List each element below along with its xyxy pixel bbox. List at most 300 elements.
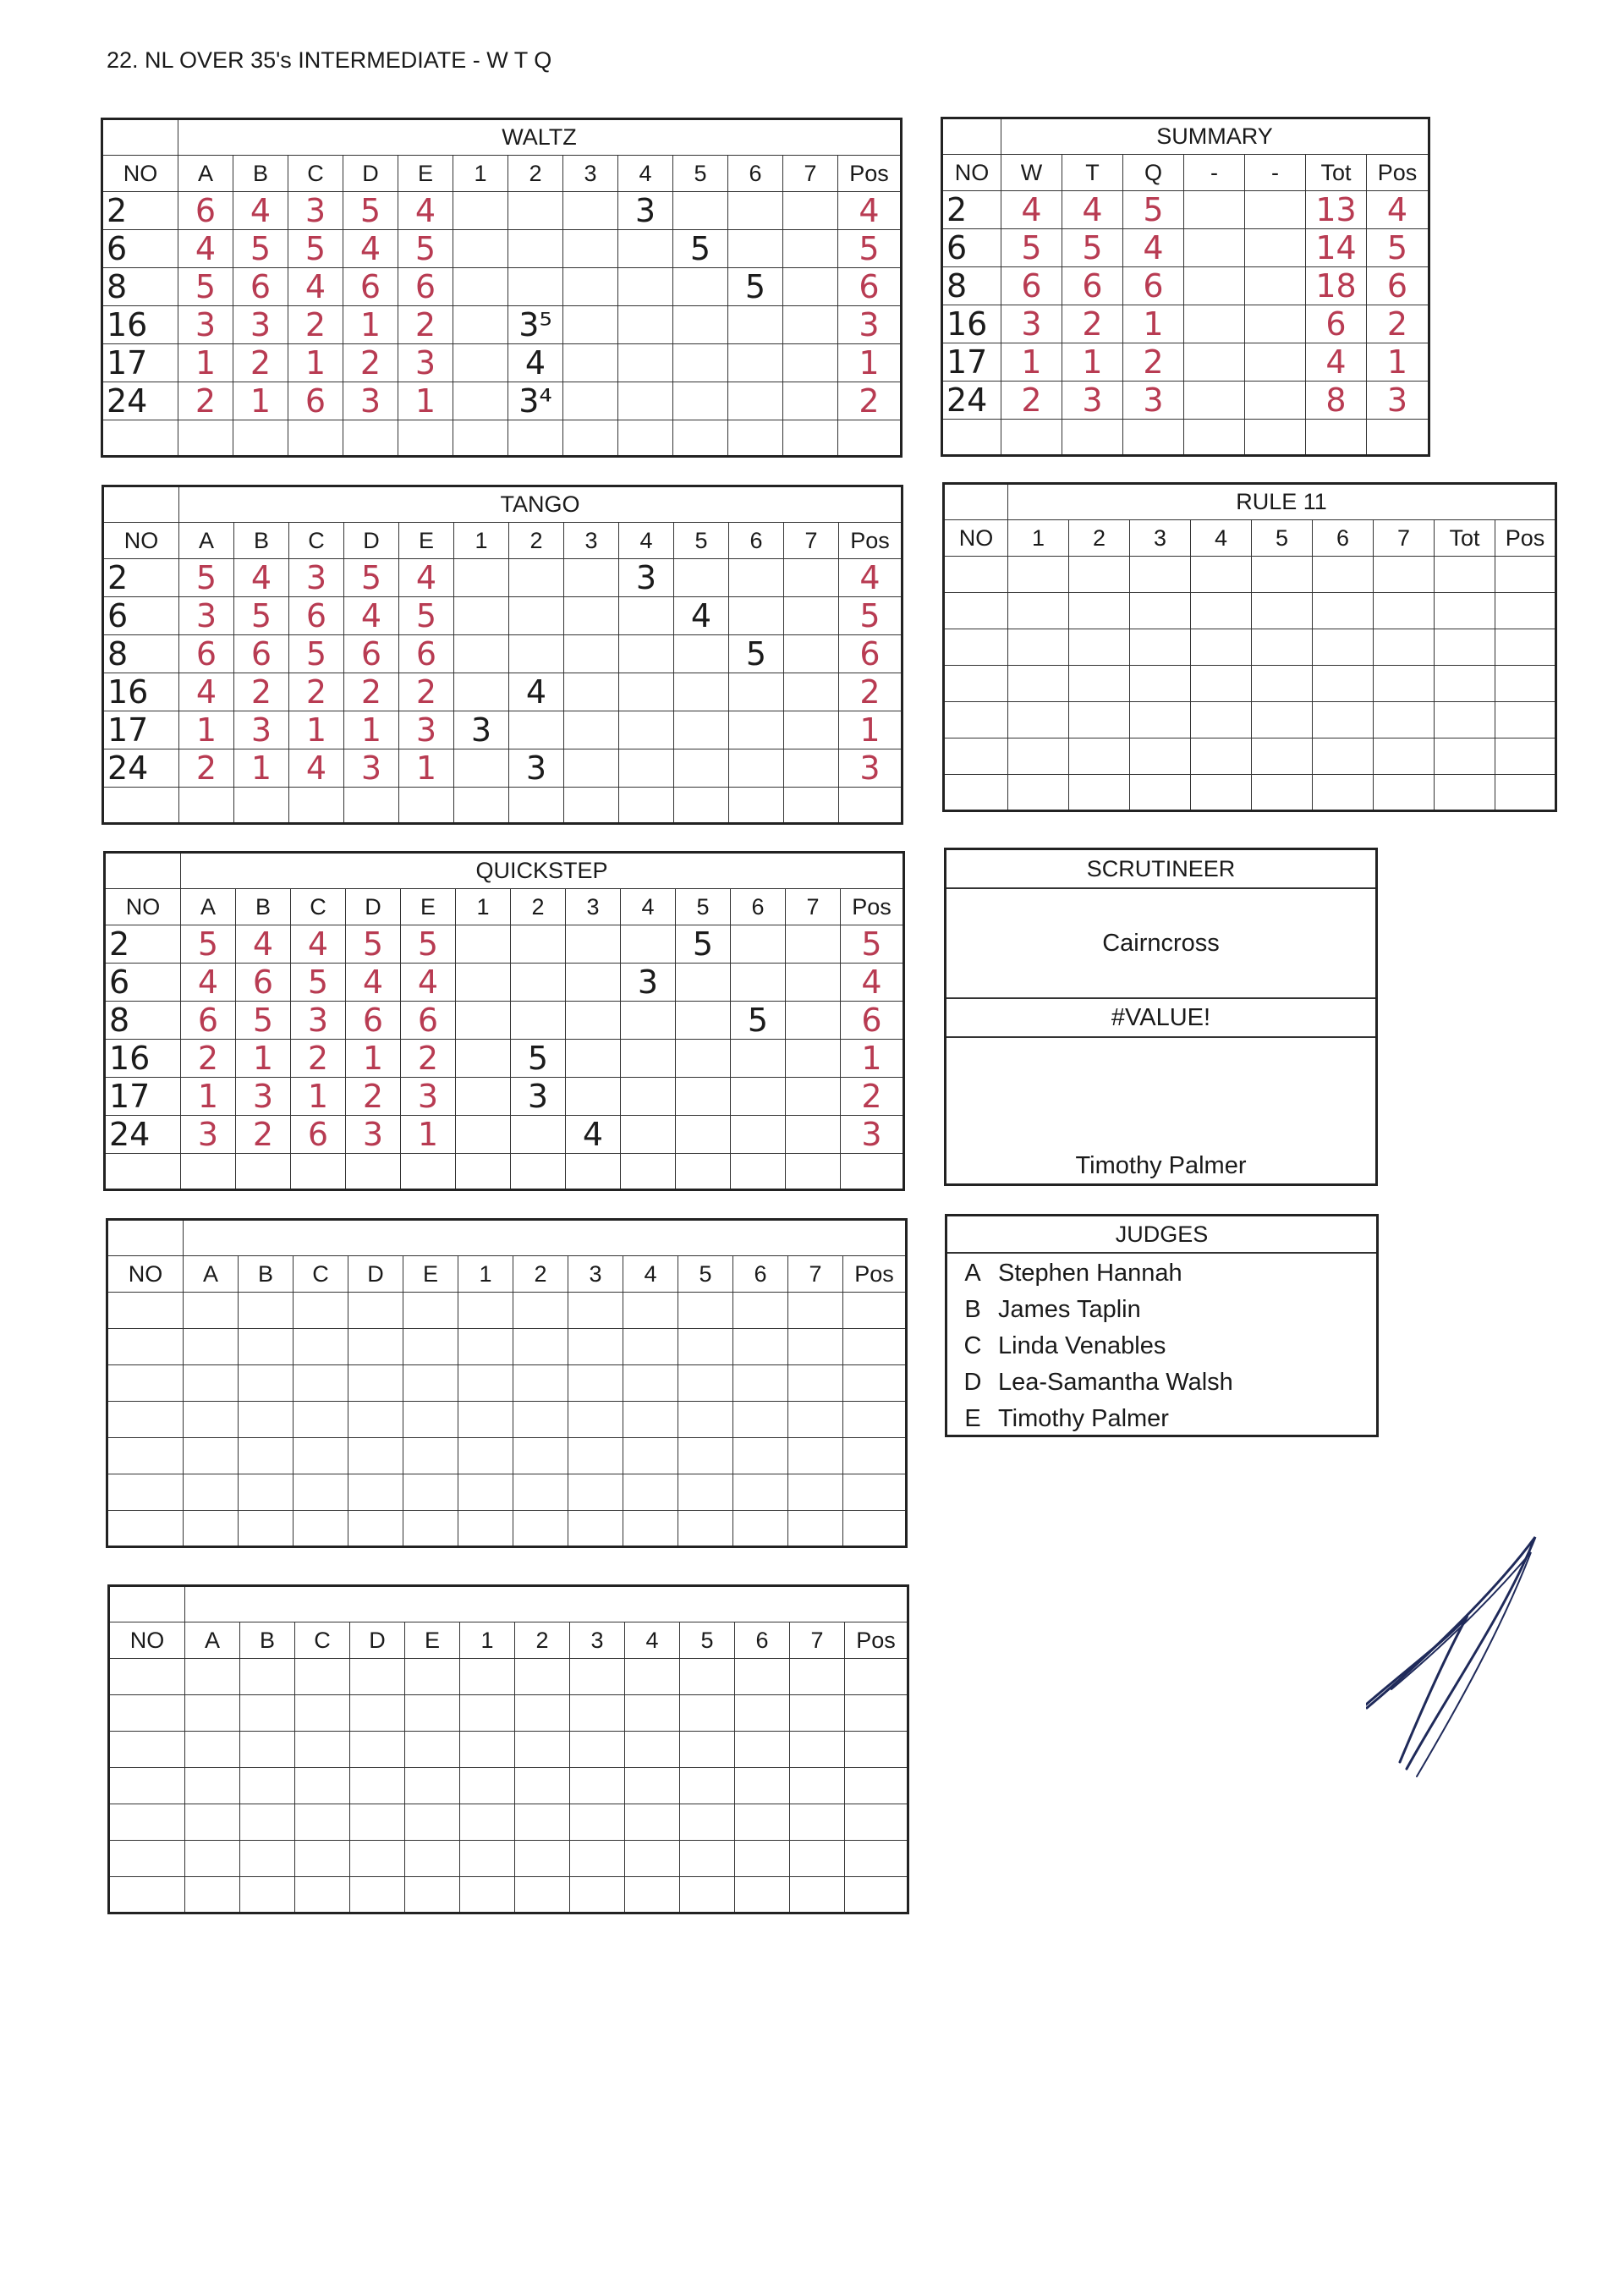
mark-cell <box>513 1402 568 1438</box>
mark-cell: 2 <box>236 1116 291 1154</box>
column-header: 4 <box>619 523 674 559</box>
mark-cell <box>728 306 783 344</box>
column-header: E <box>405 1622 460 1659</box>
mark-cell <box>568 1511 623 1547</box>
column-header: 6 <box>1313 520 1374 557</box>
mark-cell <box>674 673 729 711</box>
mark-cell: 2 <box>841 1078 904 1116</box>
mark-cell <box>458 1329 513 1365</box>
mark-cell <box>564 673 619 711</box>
judge-letter: E <box>964 1405 981 1432</box>
mark-cell <box>1252 593 1313 629</box>
mark-cell <box>566 1040 621 1078</box>
mark-cell <box>674 635 729 673</box>
mark-cell: 4 <box>179 673 234 711</box>
mark-cell <box>239 1365 294 1402</box>
column-header: W <box>1001 155 1062 191</box>
mark-cell: 1 <box>399 749 454 788</box>
mark-cell <box>1495 557 1556 593</box>
mark-cell: 5 <box>179 559 234 597</box>
couple-number-cell <box>102 420 178 457</box>
mark-cell: 6 <box>841 1002 904 1040</box>
mark-cell <box>623 1402 678 1438</box>
scrutineer-heading: SCRUTINEER <box>946 850 1375 889</box>
mark-cell <box>295 1768 350 1804</box>
couple-number-cell <box>109 1804 185 1841</box>
mark-cell <box>618 306 673 344</box>
mark-cell: 4 <box>401 964 456 1002</box>
mark-cell <box>456 964 511 1002</box>
mark-cell: 3 <box>346 1116 401 1154</box>
mark-cell <box>240 1695 295 1732</box>
mark-cell <box>623 1293 678 1329</box>
rule11-table <box>942 482 1557 812</box>
judge-row <box>947 1364 1376 1401</box>
mark-cell <box>563 344 618 382</box>
column-header: Pos <box>845 1622 908 1659</box>
mark-cell <box>240 1659 295 1695</box>
table-row <box>109 1768 908 1804</box>
mark-cell <box>460 1695 515 1732</box>
mark-cell <box>735 1804 790 1841</box>
mark-cell <box>1245 267 1306 305</box>
mark-cell: 1 <box>178 344 233 382</box>
mark-cell: 2 <box>344 673 399 711</box>
couple-number-cell <box>105 1154 181 1190</box>
mark-cell: 1 <box>234 749 289 788</box>
couple-number-cell <box>944 702 1008 738</box>
table-row <box>103 711 903 749</box>
mark-cell <box>453 420 508 457</box>
mark-cell <box>405 1695 460 1732</box>
mark-cell: 2 <box>233 344 288 382</box>
column-header: 5 <box>1252 520 1313 557</box>
mark-cell <box>456 1116 511 1154</box>
judges-panel <box>945 1214 1379 1437</box>
mark-cell <box>680 1841 735 1877</box>
couple-number-cell: 6 <box>102 230 178 268</box>
mark-cell <box>1374 775 1435 811</box>
mark-cell <box>1252 775 1313 811</box>
mark-cell <box>1191 593 1252 629</box>
column-header: 4 <box>625 1622 680 1659</box>
mark-cell: 2 <box>178 382 233 420</box>
mark-cell <box>784 559 839 597</box>
couple-number-cell: 6 <box>103 597 179 635</box>
mark-cell: 5 <box>233 230 288 268</box>
column-header: 1 <box>454 523 509 559</box>
judge-letter: D <box>963 1369 982 1396</box>
column-header: 3 <box>570 1622 625 1659</box>
mark-cell <box>570 1659 625 1695</box>
couple-number-cell <box>942 420 1001 456</box>
column-header: 4 <box>618 156 673 192</box>
mark-cell <box>623 1474 678 1511</box>
column-header: Pos <box>838 156 902 192</box>
mark-cell <box>625 1695 680 1732</box>
mark-cell <box>673 344 728 382</box>
scrutineer-name: Cairncross <box>946 889 1375 999</box>
couple-number-cell <box>107 1402 184 1438</box>
mark-cell <box>619 597 674 635</box>
column-header: NO <box>109 1622 185 1659</box>
mark-cell: 2 <box>288 306 343 344</box>
mark-cell: 6 <box>401 1002 456 1040</box>
mark-cell <box>570 1732 625 1768</box>
corner-cell <box>107 1220 184 1256</box>
mark-cell: 5 <box>343 192 398 230</box>
mark-cell: 3 <box>288 192 343 230</box>
mark-cell <box>350 1695 405 1732</box>
mark-cell <box>1495 593 1556 629</box>
mark-cell <box>845 1877 908 1913</box>
mark-cell <box>458 1511 513 1547</box>
mark-cell <box>454 788 509 824</box>
mark-cell <box>783 192 838 230</box>
mark-cell: 6 <box>343 268 398 306</box>
mark-cell <box>843 1474 907 1511</box>
mark-cell <box>673 420 728 457</box>
mark-cell: 3 <box>509 749 564 788</box>
mark-cell <box>1069 738 1130 775</box>
mark-cell <box>240 1732 295 1768</box>
judge-letter: C <box>963 1332 982 1359</box>
mark-cell: 6 <box>178 192 233 230</box>
mark-cell <box>733 1474 788 1511</box>
mark-cell: 3 <box>234 711 289 749</box>
table-row <box>944 702 1556 738</box>
table-row <box>103 673 903 711</box>
table-row <box>102 420 902 457</box>
column-header: E <box>398 156 453 192</box>
column-header: 5 <box>678 1256 733 1293</box>
mark-cell <box>621 925 676 964</box>
mark-cell <box>294 1438 348 1474</box>
table-row <box>942 191 1429 229</box>
mark-cell <box>680 1732 735 1768</box>
mark-cell <box>295 1659 350 1695</box>
mark-cell <box>405 1804 460 1841</box>
column-header: B <box>234 523 289 559</box>
mark-cell <box>674 749 729 788</box>
column-header: C <box>294 1256 348 1293</box>
column-header: 1 <box>460 1622 515 1659</box>
mark-cell <box>185 1695 240 1732</box>
mark-cell <box>295 1804 350 1841</box>
couple-number-cell: 6 <box>105 964 181 1002</box>
mark-cell <box>513 1474 568 1511</box>
couple-number-cell: 2 <box>102 192 178 230</box>
couple-number-cell: 8 <box>105 1002 181 1040</box>
mark-cell: 1 <box>343 306 398 344</box>
mark-cell <box>511 1002 566 1040</box>
couple-number-cell: 8 <box>103 635 179 673</box>
table-row <box>109 1841 908 1877</box>
mark-cell <box>783 230 838 268</box>
mark-cell: 3 <box>291 1002 346 1040</box>
mark-cell <box>453 192 508 230</box>
mark-cell <box>788 1474 843 1511</box>
mark-cell <box>350 1804 405 1841</box>
column-header: 2 <box>513 1256 568 1293</box>
mark-cell <box>568 1365 623 1402</box>
mark-cell <box>239 1402 294 1438</box>
mark-cell <box>1435 775 1495 811</box>
mark-cell <box>735 1732 790 1768</box>
column-header: A <box>179 523 234 559</box>
mark-cell <box>178 420 233 457</box>
column-header: 2 <box>509 523 564 559</box>
judge-row <box>947 1255 1376 1292</box>
judge-name: Linda Venables <box>998 1332 1166 1359</box>
column-header: 5 <box>680 1622 735 1659</box>
mark-cell <box>619 673 674 711</box>
mark-cell <box>398 420 453 457</box>
column-header: E <box>401 889 456 925</box>
mark-cell: 5 <box>1001 229 1062 267</box>
table-row <box>109 1877 908 1913</box>
mark-cell <box>1313 702 1374 738</box>
mark-cell <box>838 420 902 457</box>
mark-cell <box>458 1474 513 1511</box>
mark-cell: 6 <box>291 1116 346 1154</box>
mark-cell <box>513 1511 568 1547</box>
mark-cell <box>619 788 674 824</box>
mark-cell: 5 <box>841 925 904 964</box>
mark-cell <box>509 711 564 749</box>
judges-heading: JUDGES <box>947 1216 1376 1254</box>
column-header: 6 <box>728 156 783 192</box>
column-header: NO <box>944 520 1008 557</box>
mark-cell <box>405 1768 460 1804</box>
mark-cell <box>458 1293 513 1329</box>
mark-cell <box>564 711 619 749</box>
mark-cell <box>508 192 563 230</box>
table-title <box>184 1220 907 1256</box>
mark-cell <box>233 420 288 457</box>
column-header: 6 <box>729 523 784 559</box>
mark-cell <box>456 1040 511 1078</box>
mark-cell <box>1245 305 1306 343</box>
column-header: 3 <box>568 1256 623 1293</box>
mark-cell <box>680 1659 735 1695</box>
couple-number-cell <box>107 1293 184 1329</box>
couple-number-cell: 24 <box>103 749 179 788</box>
mark-cell <box>568 1293 623 1329</box>
mark-cell: 5 <box>401 925 456 964</box>
column-header: D <box>343 156 398 192</box>
column-header: D <box>348 1256 403 1293</box>
mark-cell <box>460 1877 515 1913</box>
mark-cell <box>728 420 783 457</box>
mark-cell <box>508 230 563 268</box>
mark-cell: 14 <box>1306 229 1367 267</box>
column-header: NO <box>102 156 178 192</box>
mark-cell: 5 <box>676 925 731 964</box>
mark-cell <box>1184 343 1245 382</box>
table-row <box>944 666 1556 702</box>
table-row <box>109 1695 908 1732</box>
table-row <box>107 1293 907 1329</box>
mark-cell <box>1306 420 1367 456</box>
mark-cell <box>673 306 728 344</box>
mark-cell <box>184 1293 239 1329</box>
judges-list <box>947 1254 1376 1437</box>
mark-cell: 1 <box>346 1040 401 1078</box>
mark-cell <box>184 1438 239 1474</box>
waltz-table <box>101 118 903 458</box>
mark-cell <box>1495 738 1556 775</box>
mark-cell <box>676 1154 731 1190</box>
table-row <box>105 925 904 964</box>
mark-cell <box>1184 267 1245 305</box>
couple-number-cell: 17 <box>103 711 179 749</box>
table-title: RULE 11 <box>1008 484 1556 520</box>
mark-cell <box>621 1078 676 1116</box>
table-row <box>103 635 903 673</box>
mark-cell: 1 <box>288 344 343 382</box>
mark-cell <box>184 1365 239 1402</box>
couple-number-cell: 17 <box>102 344 178 382</box>
mark-cell <box>570 1768 625 1804</box>
mark-cell <box>511 964 566 1002</box>
column-header: B <box>233 156 288 192</box>
mark-cell: 5 <box>1062 229 1123 267</box>
mark-cell <box>729 559 784 597</box>
mark-cell <box>731 1116 786 1154</box>
mark-cell: 2 <box>1001 382 1062 420</box>
corner-cell <box>944 484 1008 520</box>
mark-cell <box>788 1365 843 1402</box>
couple-number-cell: 2 <box>942 191 1001 229</box>
mark-cell <box>784 788 839 824</box>
corner-cell <box>942 118 1001 155</box>
column-header: 3 <box>563 156 618 192</box>
column-header: Q <box>1123 155 1184 191</box>
mark-cell <box>453 306 508 344</box>
table-row <box>105 964 904 1002</box>
blank-dance-table-2 <box>107 1584 909 1914</box>
table-row <box>105 1116 904 1154</box>
mark-cell <box>625 1877 680 1913</box>
column-header: D <box>346 889 401 925</box>
couple-number-cell <box>109 1695 185 1732</box>
mark-cell <box>1252 557 1313 593</box>
column-header: 1 <box>456 889 511 925</box>
judge-name: James Taplin <box>998 1296 1141 1323</box>
mark-cell <box>788 1329 843 1365</box>
mark-cell: 1 <box>839 711 903 749</box>
table-row <box>102 344 902 382</box>
mark-cell <box>460 1804 515 1841</box>
mark-cell <box>845 1695 908 1732</box>
mark-cell <box>735 1841 790 1877</box>
mark-cell: 3 <box>178 306 233 344</box>
page-title: 22. NL OVER 35's INTERMEDIATE - W T Q <box>107 47 552 73</box>
mark-cell <box>185 1804 240 1841</box>
mark-cell <box>566 1154 621 1190</box>
mark-cell <box>783 344 838 382</box>
mark-cell: 3 <box>839 749 903 788</box>
mark-cell: 5 <box>399 597 454 635</box>
mark-cell: 4 <box>1306 343 1367 382</box>
mark-cell <box>619 635 674 673</box>
mark-cell <box>294 1402 348 1438</box>
mark-cell <box>1184 229 1245 267</box>
mark-cell <box>1313 629 1374 666</box>
mark-cell: 2 <box>343 344 398 382</box>
table-row <box>102 230 902 268</box>
table-title: QUICKSTEP <box>181 853 904 889</box>
mark-cell: 6 <box>1367 267 1429 305</box>
mark-cell <box>1435 738 1495 775</box>
column-header: Pos <box>839 523 903 559</box>
mark-cell <box>1495 629 1556 666</box>
mark-cell <box>619 711 674 749</box>
column-header: NO <box>107 1256 184 1293</box>
mark-cell <box>674 559 729 597</box>
mark-cell: 1 <box>181 1078 236 1116</box>
mark-cell <box>733 1329 788 1365</box>
column-header: 1 <box>458 1256 513 1293</box>
mark-cell <box>1008 557 1069 593</box>
table-row <box>105 1154 904 1190</box>
couple-number-cell: 16 <box>942 305 1001 343</box>
mark-cell: 3 <box>289 559 344 597</box>
mark-cell <box>845 1768 908 1804</box>
mark-cell <box>728 382 783 420</box>
mark-cell <box>239 1511 294 1547</box>
mark-cell: 3 <box>398 344 453 382</box>
blank-dance-table-1 <box>106 1218 908 1548</box>
mark-cell <box>673 192 728 230</box>
mark-cell <box>784 749 839 788</box>
summary-table <box>941 117 1430 457</box>
mark-cell <box>783 420 838 457</box>
mark-cell <box>843 1511 907 1547</box>
mark-cell <box>728 230 783 268</box>
mark-cell <box>625 1841 680 1877</box>
mark-cell: 3 <box>1001 305 1062 343</box>
mark-cell <box>453 382 508 420</box>
mark-cell: 4 <box>1123 229 1184 267</box>
mark-cell: 2 <box>346 1078 401 1116</box>
mark-cell <box>729 673 784 711</box>
mark-cell: 1 <box>1062 343 1123 382</box>
table-row <box>942 267 1429 305</box>
column-header: - <box>1184 155 1245 191</box>
mark-cell <box>1008 738 1069 775</box>
couple-number-cell: 16 <box>103 673 179 711</box>
table-row <box>103 597 903 635</box>
mark-cell <box>843 1438 907 1474</box>
mark-cell <box>348 1365 403 1402</box>
table-row <box>109 1659 908 1695</box>
mark-cell: 5 <box>731 1002 786 1040</box>
mark-cell <box>843 1329 907 1365</box>
mark-cell: 18 <box>1306 267 1367 305</box>
judge-row <box>947 1292 1376 1328</box>
column-header: Tot <box>1306 155 1367 191</box>
couple-number-cell <box>109 1768 185 1804</box>
mark-cell <box>1069 593 1130 629</box>
mark-cell: 6 <box>233 268 288 306</box>
mark-cell <box>1374 702 1435 738</box>
column-header: 4 <box>623 1256 678 1293</box>
mark-cell <box>735 1695 790 1732</box>
mark-cell <box>1062 420 1123 456</box>
mark-cell <box>1495 666 1556 702</box>
